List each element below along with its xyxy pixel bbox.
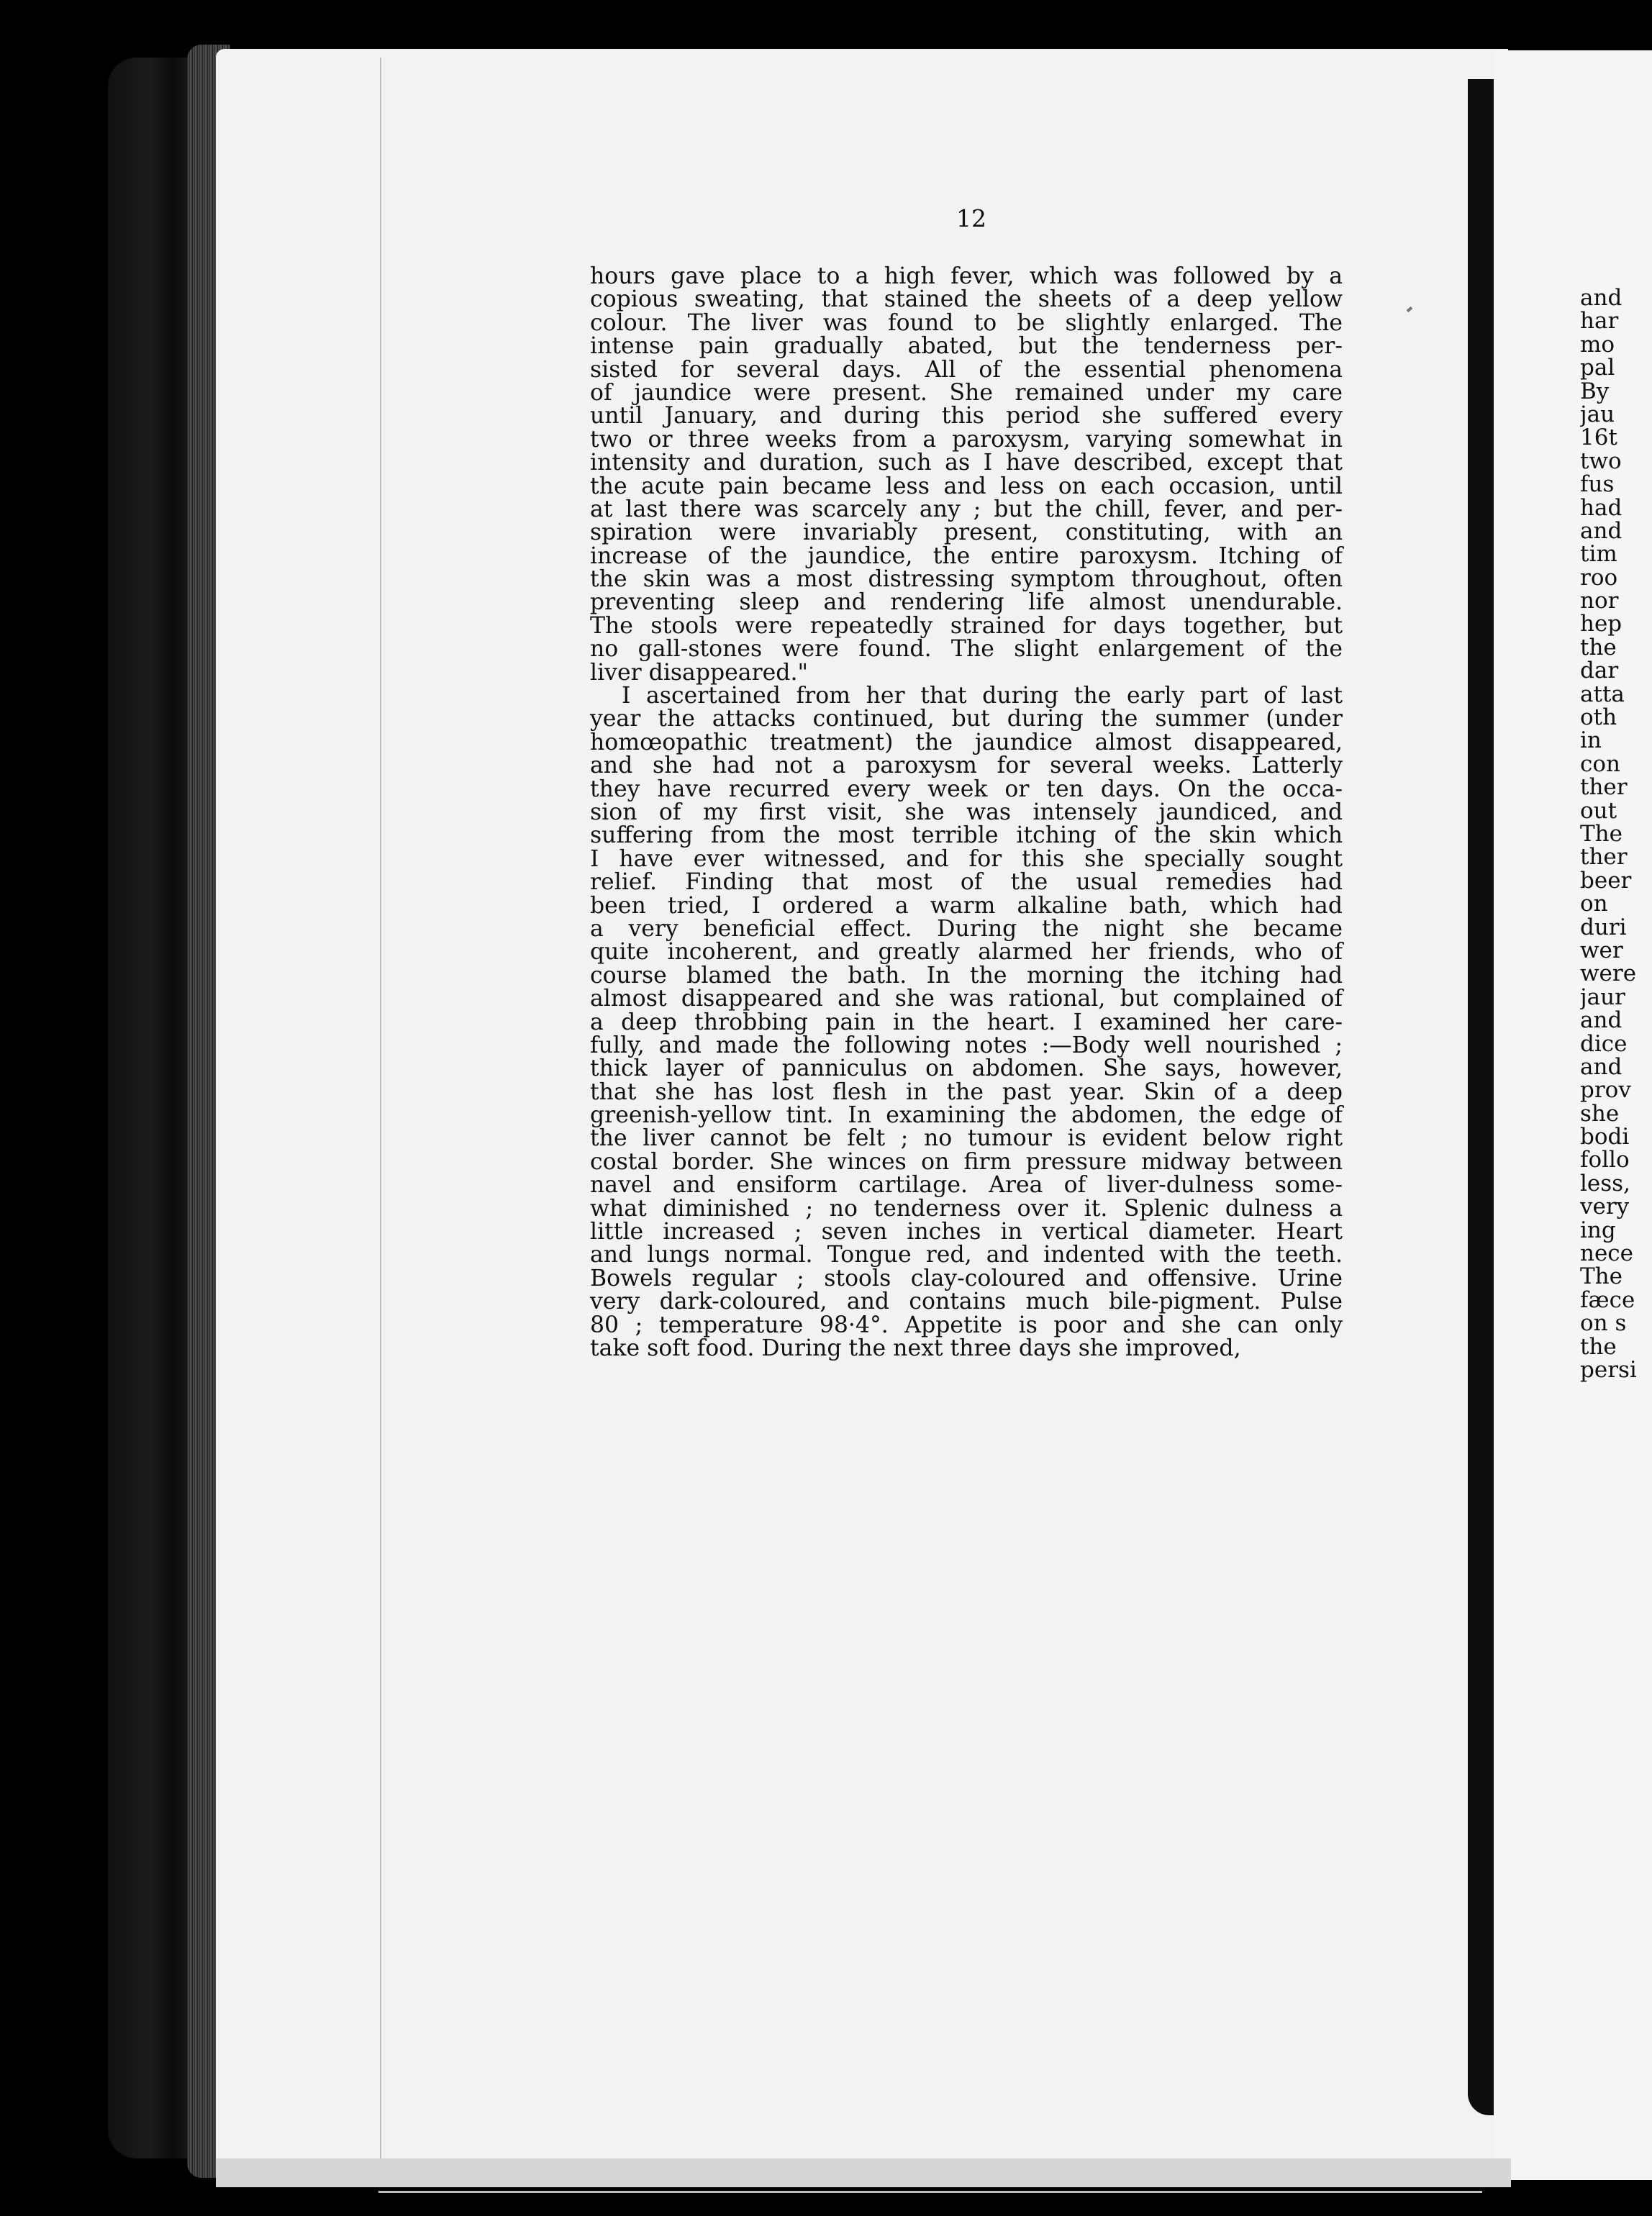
facing-line: and [1580,517,1622,544]
text-line: a very beneficial effect. During the night she became [590,915,1343,942]
facing-line: and [1580,286,1622,311]
facing-line: out [1580,797,1617,824]
text-line: and she had not a paroxysm for several weeks. Latterly [590,753,1343,779]
facing-line: jau [1580,401,1615,427]
facing-line: wer [1580,937,1623,963]
text-line: homœopathic treatment) the jaundice almost disappeared, [590,729,1343,755]
facing-line: the [1580,634,1617,660]
facing-line: roo [1580,564,1618,591]
text-line: liver disappeared." [590,659,808,686]
text-line: sion of my first visit, she was intensely jaundiced, and [590,799,1343,825]
facing-line: mo [1580,331,1615,358]
facing-line: nece [1580,1240,1634,1267]
facing-line: har [1580,308,1619,335]
text-line: copious sweating, that stained the sheets of a deep yellow [590,286,1343,313]
text-line: a deep throbbing pain in the heart. I examined her care- [590,1009,1343,1035]
page-number: 12 [956,204,986,232]
text-line: what diminished ; no tenderness over it. Splenic dulness a [590,1195,1343,1222]
facing-line: hep [1580,611,1622,637]
facing-line: ther [1580,774,1628,801]
facing-line: were [1580,961,1637,987]
text-line: I have ever witnessed, and for this she specially sought [590,845,1343,872]
facing-line: two [1580,448,1622,474]
text-line: costal border. She winces on firm pressure midway between [590,1148,1343,1175]
text-line: take soft food. During the next three days she improved, [590,1335,1241,1361]
facing-line: dice [1580,1030,1628,1057]
text-line: and lungs normal. Tongue red, and indented with the teeth. [590,1242,1343,1268]
text-line: course blamed the bath. In the morning the itching had [590,962,1343,989]
facing-line: less, [1580,1170,1630,1196]
text-line: two or three weeks from a paroxysm, varying somewhat in [590,426,1343,453]
facing-line: fæce [1580,1286,1635,1313]
facing-line: bodi [1580,1124,1630,1150]
facing-line: beer [1580,867,1632,894]
text-line: year the attacks continued, but during the summer (under [590,706,1343,732]
facing-line: follo [1580,1147,1630,1173]
text-line: preventing sleep and rendering life almost unendurable. [590,589,1343,616]
text-line: increase of the jaundice, the entire paroxysm. Itching of [590,542,1343,569]
facing-line: and [1580,1007,1622,1034]
text-line: very dark-coloured, and contains much bile-pigment. Pulse [590,1289,1343,1315]
text-line: little increased ; seven inches in vertical diameter. Heart [590,1219,1343,1245]
facing-line: she [1580,1100,1620,1127]
facing-line: nor [1580,588,1619,614]
text-line: fully, and made the following notes :—Body well nourished ; [590,1032,1343,1058]
facing-line: persi [1580,1356,1637,1383]
facing-line: tim [1580,541,1617,568]
text-line: that she has lost flesh in the past year. Skin of a deep [590,1079,1343,1105]
text-line: 80 ; temperature 98·4°. Appetite is poor and she can only [590,1312,1343,1338]
text-line: greenish-yellow tint. In examining the abdomen, the edge of [590,1102,1343,1129]
text-line: navel and ensiform cartilage. Area of liver-dulness some- [590,1172,1343,1199]
facing-line: atta [1580,681,1625,707]
facing-line: 16t [1580,424,1617,451]
text-line: thick layer of panniculus on abdomen. She says, however, [590,1055,1343,1082]
text-line: quite incoherent, and greatly alarmed her friends, who of [590,939,1343,966]
page-bottom-edge [216,2158,1511,2187]
facing-line: dar [1580,658,1619,684]
text-line: no gall-stones were found. The slight enlargement of the [590,636,1343,663]
facing-line: on [1580,891,1608,917]
facing-line: prov [1580,1077,1631,1104]
facing-line: con [1580,750,1620,777]
facing-page-text [1580,286,1652,2027]
text-line: intensity and duration, such as I have described, except that [590,450,1343,476]
text-line: hours gave place to a high fever, which was followed by a [590,263,1343,289]
facing-line: oth [1580,704,1617,731]
facing-line: very [1580,1194,1630,1220]
text-line: they have recurred every week or ten days. On the occa- [590,776,1343,802]
facing-line: on s [1580,1310,1627,1337]
facing-line: ing [1580,1217,1616,1243]
facing-line: the [1580,1333,1617,1360]
facing-line: pal [1580,355,1615,381]
text-line: of jaundice were present. She remained under my care [590,379,1343,406]
text-line: Bowels regular ; stools clay-coloured and offensive. Urine [590,1265,1343,1291]
facing-line: ther [1580,844,1628,871]
text-line: The stools were repeatedly strained for days together, but [590,612,1343,639]
text-line: sisted for several days. All of the essential phenomena [590,356,1343,383]
facing-line: had [1580,494,1622,521]
text-line: suffering from the most terrible itching of the skin which [590,822,1343,849]
facing-line: fus [1580,471,1615,498]
text-line: been tried, I ordered a warm alkaline bath, which had [590,892,1343,919]
gutter-shadow [1468,79,1494,2115]
text-line: until January, and during this period she suffered every [590,403,1343,430]
text-line: at last there was scarcely any ; but the chill, fever, and per- [590,496,1343,522]
facing-line: and [1580,1053,1622,1080]
text-line: intense pain gradually abated, but the tenderness per- [590,333,1343,360]
text-line: spiration were invariably present, constituting, with an [590,519,1343,546]
facing-line: The [1580,820,1622,847]
facing-line: in [1580,727,1602,754]
text-line: the skin was a most distressing symptom throughout, often [590,566,1343,593]
text-line: I ascertained from her that during the early part of last [622,683,1343,709]
facing-line: By [1580,378,1610,404]
facing-line: The [1580,1263,1622,1290]
facing-line: duri [1580,914,1627,940]
facing-line: jaur [1580,984,1625,1010]
text-line: colour. The liver was found to be slightly enlarged. The [590,309,1343,336]
paragraph-1 [590,265,1343,684]
text-line: almost disappeared and she was rational, but complained of [590,986,1343,1012]
paragraph-2 [590,684,1343,1360]
body-text [590,265,1343,1360]
text-line: the acute pain became less and less on each occasion, until [590,473,1343,499]
text-line: the liver cannot be felt ; no tumour is evident below right [590,1125,1343,1152]
text-line: relief. Finding that most of the usual remedies had [590,869,1343,896]
